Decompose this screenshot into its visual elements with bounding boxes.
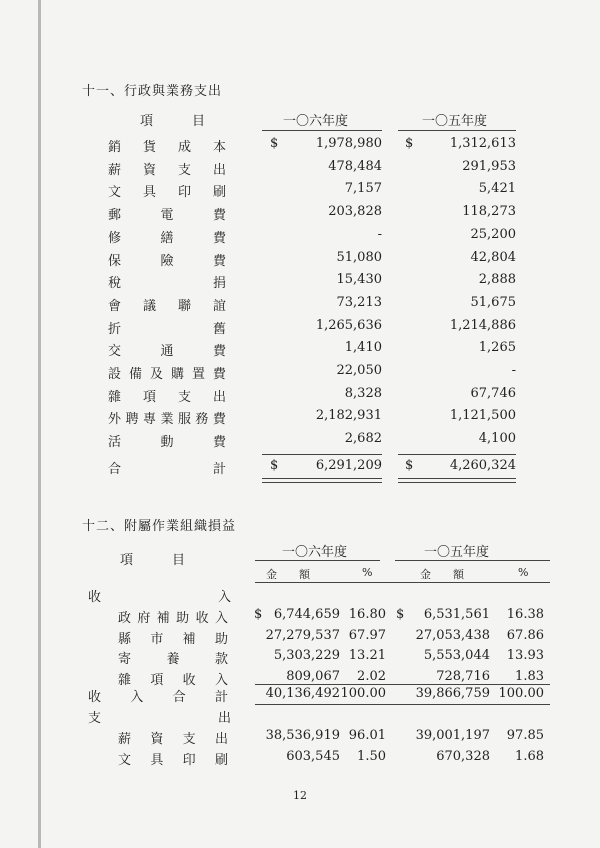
- section-11-title: 十一、行政與業務支出: [82, 84, 223, 99]
- row-label: [108, 408, 226, 427]
- row-label: [108, 159, 226, 178]
- label-char: 費: [212, 230, 226, 246]
- label-char: 市: [150, 631, 164, 647]
- label-char: 捐: [212, 276, 226, 292]
- currency-sign: $: [270, 136, 279, 151]
- label-char: 合: [108, 462, 122, 477]
- label-char: 刷: [214, 752, 228, 768]
- value-106: 73,213: [336, 294, 382, 310]
- row-label: [108, 363, 226, 382]
- header-rule: [262, 130, 382, 131]
- label-char: 交: [108, 344, 122, 360]
- row-label: [108, 227, 226, 246]
- value-105: 67,746: [470, 385, 516, 401]
- section-11-total-row: [0, 458, 600, 480]
- table-row: [0, 728, 600, 750]
- label-char: 出: [214, 732, 228, 747]
- label-char: 郵: [108, 208, 122, 224]
- section-12-col-106: 一〇六年度: [282, 545, 348, 560]
- value-106: 1,978,980: [315, 136, 382, 151]
- total-label-text: [108, 458, 226, 477]
- page-number: 12: [293, 789, 307, 802]
- table-row: [0, 628, 600, 650]
- amount-106: 5,303,229: [273, 648, 340, 663]
- label-char: 印: [182, 752, 196, 768]
- value-105: 118,273: [462, 204, 516, 220]
- section-12-col-105: 一〇五年度: [424, 545, 490, 560]
- value-105: 1,265: [478, 340, 516, 356]
- expense-row: [0, 408, 600, 430]
- value-105: 4,100: [478, 431, 516, 447]
- amount-105: 670,328: [436, 748, 490, 764]
- label-char: 費: [212, 253, 226, 269]
- label-char: 項: [142, 389, 156, 405]
- value-106: 478,484: [328, 158, 382, 174]
- value-106: 1,265,636: [315, 317, 382, 333]
- header-rule: [255, 582, 550, 583]
- total-rule: [398, 454, 516, 455]
- pct-header-105: %: [518, 566, 529, 579]
- pct-105: 16.38: [506, 607, 544, 622]
- amount-105: 6,531,561: [423, 607, 490, 622]
- label-char: 電: [160, 208, 174, 224]
- row-label: [108, 136, 226, 155]
- label-char: 聘: [125, 412, 139, 428]
- label-char: 出: [212, 162, 226, 178]
- label-char: 務: [195, 412, 209, 428]
- label-char: 入: [214, 672, 228, 688]
- label-char: 保: [108, 253, 122, 269]
- amount-105: 728,716: [436, 668, 490, 684]
- expense-row: [0, 136, 600, 158]
- value-106: 2,182,931: [315, 408, 382, 424]
- label-char: 出: [212, 389, 226, 405]
- table-row: [0, 749, 600, 771]
- value-105: 1,121,500: [449, 408, 516, 424]
- label-char: 助: [214, 631, 228, 647]
- label-char: 支: [177, 389, 191, 405]
- pct-106: 67.97: [348, 627, 386, 643]
- label-char: 貨: [142, 140, 156, 155]
- label-char: 刷: [212, 185, 226, 201]
- label-char: 動: [160, 435, 174, 451]
- label-char: 縣: [118, 631, 132, 647]
- value-105: 1,312,613: [449, 136, 516, 151]
- value-106: 7,157: [344, 181, 382, 197]
- label-char: 補: [156, 611, 170, 626]
- label-char: 入: [130, 690, 144, 705]
- pct-106: 13.21: [348, 648, 386, 663]
- currency-sign: $: [396, 607, 405, 622]
- label-char: 補: [182, 631, 196, 647]
- pct-105: 1.83: [515, 668, 544, 684]
- label-char: 雜: [108, 389, 122, 405]
- value-105: 42,804: [470, 249, 516, 265]
- section-11-col-106: 一〇六年度: [283, 114, 349, 129]
- value-105: 291,953: [462, 158, 516, 174]
- value-106: 203,828: [328, 204, 382, 220]
- row-label: [108, 431, 226, 450]
- income-total-label: [88, 686, 228, 705]
- income-total-106: 40,136,492: [265, 686, 340, 701]
- label-char: 具: [142, 185, 156, 201]
- label-char: 資: [142, 162, 156, 178]
- row-label: [108, 181, 226, 200]
- value-106: 15,430: [336, 272, 382, 288]
- expense-header-right: 出: [218, 711, 232, 726]
- value-105: 1,214,886: [449, 317, 516, 333]
- label-char: 支: [182, 732, 196, 747]
- label-char: 議: [142, 298, 156, 314]
- label-char: 項: [150, 672, 164, 688]
- income-total-105: 39,866,759: [415, 686, 490, 701]
- label-char: 誼: [212, 298, 226, 314]
- label-char: 計: [214, 690, 228, 705]
- currency-sign: $: [405, 136, 414, 151]
- subtotal-rule: [255, 684, 550, 685]
- row-label: [118, 749, 228, 768]
- label-char: 聯: [177, 298, 191, 314]
- amount-106: 27,279,537: [265, 627, 340, 643]
- label-char: 合: [172, 690, 186, 705]
- row-label: [118, 628, 228, 647]
- amount-header-105: 金 額: [420, 568, 464, 581]
- expense-header-left: 支: [88, 711, 102, 726]
- amount-106: 38,536,919: [265, 728, 340, 743]
- value-105: -: [511, 363, 516, 378]
- section-12-title: 十二、附屬作業組織損益: [82, 519, 237, 534]
- expense-row: [0, 159, 600, 181]
- label-char: 及: [149, 367, 163, 382]
- label-char: 費: [212, 344, 226, 360]
- label-char: 支: [177, 162, 191, 178]
- label-char: 折: [108, 321, 122, 337]
- label-char: 銷: [108, 140, 122, 155]
- label-char: 稅: [108, 276, 122, 292]
- label-char: 設: [108, 367, 122, 382]
- label-char: 收: [88, 690, 102, 705]
- row-label: [118, 607, 228, 626]
- row-label: [108, 340, 226, 359]
- pct-106: 2.02: [357, 668, 386, 684]
- income-total-pct-105: 100.00: [498, 686, 544, 701]
- label-char: 入: [214, 611, 228, 626]
- value-106: 2,682: [344, 431, 382, 447]
- label-char: 薪: [108, 162, 122, 178]
- table-row: [0, 648, 600, 670]
- total-rule: [262, 454, 382, 455]
- amount-105: 5,553,044: [423, 648, 490, 663]
- label-char: 助: [176, 611, 190, 626]
- label-char: 費: [212, 208, 226, 224]
- expense-row: [0, 318, 600, 340]
- row-label: [108, 204, 226, 223]
- label-char: 舊: [212, 321, 226, 337]
- label-char: 費: [212, 367, 226, 382]
- header-rule: [398, 130, 516, 131]
- label-char: 薪: [118, 732, 132, 747]
- row-label: [118, 669, 228, 688]
- expense-header-row: [0, 707, 600, 729]
- currency-sign: $: [270, 458, 279, 473]
- pct-106: 16.80: [348, 607, 386, 622]
- label-char: 寄: [118, 652, 132, 667]
- value-105: 51,675: [470, 294, 516, 310]
- total-106: 6,291,209: [315, 458, 382, 473]
- label-char: 活: [108, 435, 122, 451]
- income-header-left: 收: [88, 590, 102, 605]
- pct-106: 1.50: [357, 748, 386, 764]
- label-char: 通: [160, 344, 174, 360]
- amount-106: 809,067: [286, 668, 340, 684]
- expense-row: [0, 340, 600, 362]
- header-rule: [395, 560, 550, 561]
- row-label: [108, 295, 226, 314]
- label-char: 養: [166, 652, 180, 667]
- value-106: 22,050: [336, 363, 382, 378]
- expense-row: [0, 431, 600, 453]
- label-char: 成: [177, 140, 191, 155]
- pct-105: 1.68: [515, 748, 544, 764]
- label-char: 置: [191, 367, 205, 382]
- label-char: 外: [108, 412, 122, 428]
- income-header-row: [0, 586, 600, 608]
- expense-row: [0, 272, 600, 294]
- income-header-right: 入: [218, 590, 232, 605]
- section-12-item-header: 項 目: [120, 553, 186, 568]
- pct-105: 97.85: [506, 728, 544, 743]
- value-106: 51,080: [336, 249, 382, 265]
- label-char: 繕: [160, 230, 174, 246]
- table-row: [0, 607, 600, 629]
- total-105: 4,260,324: [449, 458, 516, 473]
- amount-header-106: 金 額: [266, 568, 310, 581]
- double-rule: [398, 478, 516, 483]
- label-char: 險: [160, 253, 174, 269]
- pct-105: 67.86: [506, 627, 544, 643]
- label-char: 業: [160, 412, 174, 428]
- label-char: 計: [212, 462, 226, 477]
- label-char: 雜: [118, 672, 132, 688]
- label-char: 文: [118, 752, 132, 768]
- section-11-item-header: 項 目: [140, 114, 206, 129]
- section-11-col-105: 一〇五年度: [422, 114, 488, 129]
- row-label: [108, 272, 226, 291]
- label-char: 款: [214, 652, 228, 667]
- value-105: 2,888: [478, 272, 516, 288]
- value-105: 25,200: [470, 226, 516, 242]
- label-char: 收: [195, 611, 209, 626]
- expense-row: [0, 386, 600, 408]
- label-char: 會: [108, 298, 122, 314]
- label-char: 服: [177, 412, 191, 428]
- label-char: 備: [128, 367, 142, 382]
- value-106: -: [377, 226, 382, 242]
- label-char: 具: [150, 752, 164, 768]
- label-char: 購: [170, 367, 184, 382]
- label-char: 文: [108, 185, 122, 201]
- label-char: 資: [150, 732, 164, 747]
- label-char: 費: [212, 435, 226, 451]
- label-char: 專: [142, 412, 156, 428]
- label-char: 政: [118, 611, 132, 626]
- currency-sign: $: [405, 458, 414, 473]
- value-106: 8,328: [344, 385, 382, 401]
- value-106: 1,410: [344, 340, 382, 356]
- row-label: [118, 728, 228, 747]
- label-char: 費: [212, 412, 226, 428]
- double-rule: [262, 478, 382, 483]
- pct-106: 96.01: [348, 728, 386, 743]
- row-label: [108, 386, 226, 405]
- total-label: [108, 458, 226, 477]
- amount-106: 603,545: [286, 748, 340, 764]
- row-label: [108, 250, 226, 269]
- income-total-pct-106: 100.00: [340, 686, 386, 701]
- label-char: 府: [137, 611, 151, 626]
- expense-row: [0, 363, 600, 385]
- value-105: 5,421: [478, 181, 516, 197]
- amount-105: 39,001,197: [415, 728, 490, 743]
- label-char: 印: [177, 185, 191, 201]
- pct-header-106: %: [362, 566, 373, 579]
- expense-row: [0, 250, 600, 272]
- label-char: 收: [182, 672, 196, 688]
- currency-sign: $: [254, 607, 263, 622]
- amount-106: 6,744,659: [273, 607, 340, 622]
- row-label: [118, 648, 228, 667]
- header-rule: [255, 560, 380, 561]
- label-char: 修: [108, 230, 122, 246]
- expense-row: [0, 227, 600, 249]
- amount-105: 27,053,438: [415, 627, 490, 643]
- label-char: 本: [212, 140, 226, 155]
- subtotal-rule: [255, 704, 550, 705]
- row-label: [108, 318, 226, 337]
- expense-row: [0, 181, 600, 203]
- pct-105: 13.93: [506, 648, 544, 663]
- expense-row: [0, 204, 600, 226]
- expense-row: [0, 295, 600, 317]
